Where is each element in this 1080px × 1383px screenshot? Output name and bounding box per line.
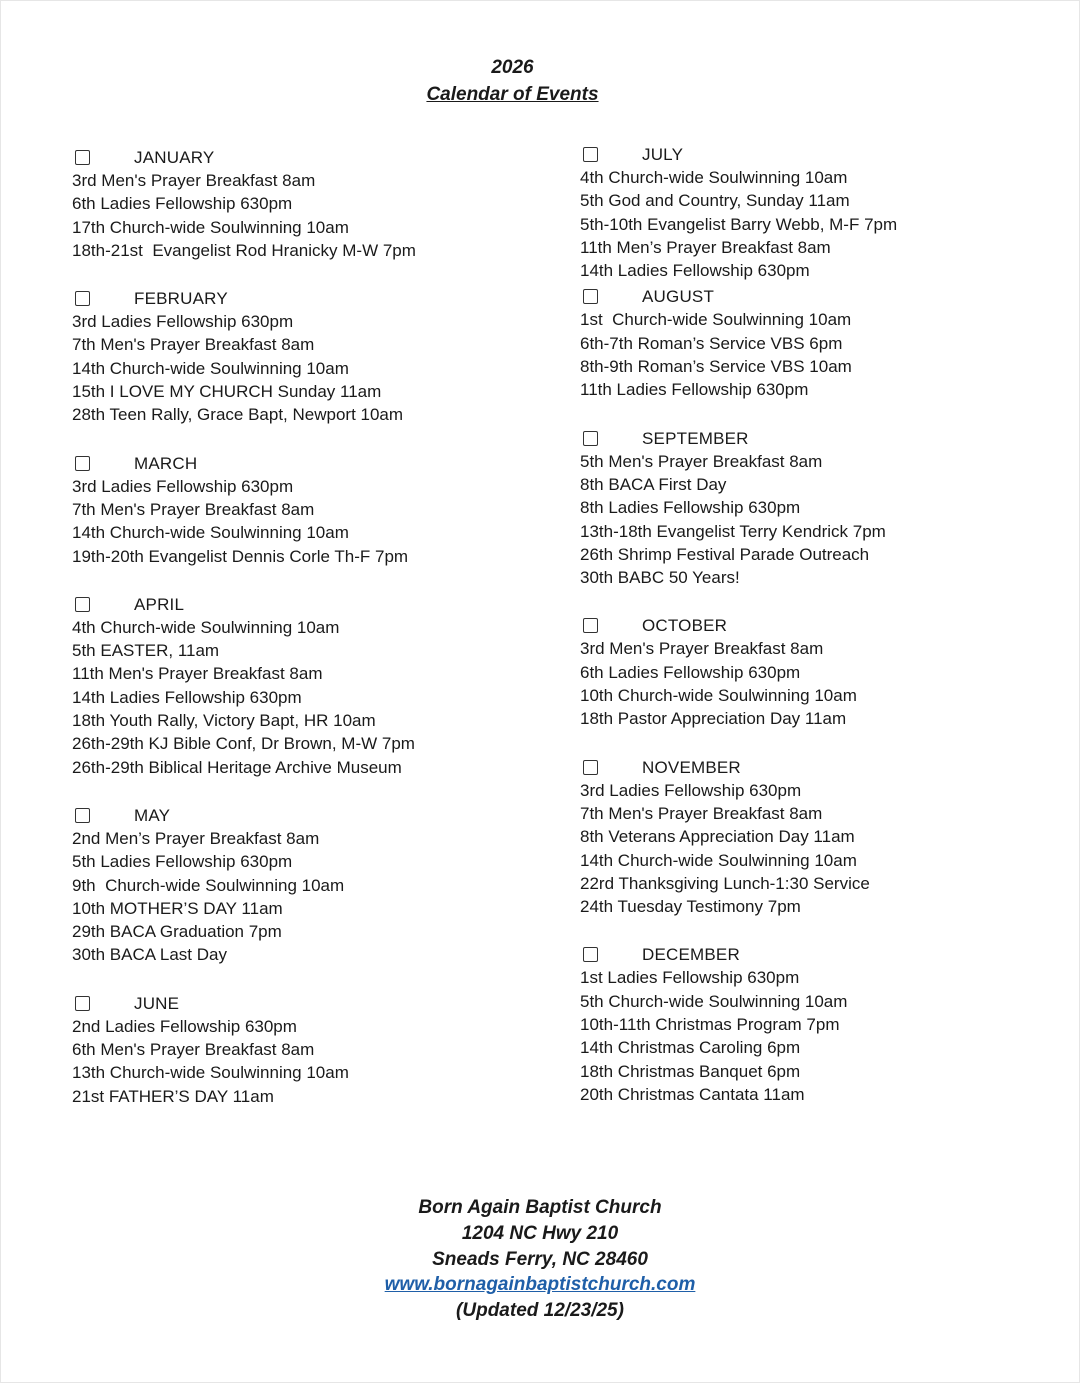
checkbox-icon[interactable] [583,618,598,633]
month-block-september [580,427,1050,590]
event-item: 30th BABC 50 Years! [580,568,740,588]
event-item: 6th Ladies Fellowship 630pm [72,194,293,214]
event-list [72,616,542,779]
event-item: 19th-20th Evangelist Dennis Corle Th-F 7pm [72,546,409,566]
event-item: 21st FATHER’S DAY 11am [72,1086,274,1106]
month-block-december [580,943,1050,1106]
event-item: 10th MOTHER’S DAY 11am [72,898,283,918]
event-item: 10th-11th Christmas Program 7pm [580,1015,840,1035]
checkbox-icon[interactable] [583,760,598,775]
month-block-october [580,614,1050,730]
month-header [580,143,1050,166]
event-item: 1st Ladies Fellowship 630pm [580,968,800,988]
right-column [580,143,1050,1106]
month-name: MARCH [134,453,198,473]
event-item: 18th Youth Rally, Victory Bapt, HR 10am [72,711,376,731]
event-list [580,308,1050,401]
event-item: 14th Ladies Fellowship 630pm [72,687,302,707]
event-item: 8th Ladies Fellowship 630pm [580,498,801,518]
event-item: 8th BACA First Day [580,474,727,494]
event-item: 5th Ladies Fellowship 630pm [72,852,293,872]
month-spacer [72,779,542,804]
month-block-august [580,285,1050,401]
month-block-march [72,452,542,568]
event-item: 3rd Ladies Fellowship 630pm [72,312,294,332]
event-item: 13th Church-wide Soulwinning 10am [72,1063,349,1083]
event-list [72,169,542,262]
event-item: 14th Church-wide Soulwinning 10am [72,523,349,543]
event-item: 5th Men's Prayer Breakfast 8am [580,451,823,471]
event-item: 28th Teen Rally, Grace Bapt, Newport 10am [72,405,404,425]
event-item: 11th Men's Prayer Breakfast 8am [72,664,323,684]
event-item: 6th Men's Prayer Breakfast 8am [72,1040,315,1060]
month-block-june [72,992,542,1108]
event-item: 5th EASTER, 11am [72,641,220,661]
event-list [72,475,542,568]
month-header [580,614,1050,637]
month-name: APRIL [134,594,185,614]
month-header [72,593,542,616]
event-item: 5th-10th Evangelist Barry Webb, M-F 7pm [580,214,898,234]
event-item: 10th Church-wide Soulwinning 10am [580,686,857,706]
event-item: 2nd Men’s Prayer Breakfast 8am [72,828,320,848]
checkbox-icon[interactable] [75,291,90,306]
month-name: DECEMBER [642,945,740,965]
event-item: 11th Men’s Prayer Breakfast 8am [580,237,831,257]
event-item: 30th BACA Last Day [72,945,227,965]
month-header [72,992,542,1015]
calendar-year: 2026 [491,57,534,78]
checkbox-icon[interactable] [75,597,90,612]
month-spacer [580,402,1050,427]
event-item: 24th Tuesday Testimony 7pm [580,897,801,917]
month-header [580,427,1050,450]
checkbox-icon[interactable] [75,996,90,1011]
event-item: 4th Church-wide Soulwinning 10am [72,617,340,637]
event-item: 17th Church-wide Soulwinning 10am [72,217,349,237]
updated-date: (Updated 12/23/25) [456,1300,624,1322]
event-item: 3rd Ladies Fellowship 630pm [580,780,802,800]
event-list [72,827,542,967]
event-item: 3rd Men's Prayer Breakfast 8am [72,171,316,190]
event-item: 3rd Men's Prayer Breakfast 8am [580,639,824,659]
event-item: 14th Ladies Fellowship 630pm [580,261,810,281]
month-header [580,756,1050,779]
month-spacer [580,589,1050,614]
event-item: 8th-9th Roman’s Service VBS 10am [580,357,852,377]
event-item: 2nd Ladies Fellowship 630pm [72,1016,297,1036]
month-name: AUGUST [642,287,715,307]
month-name: FEBRUARY [134,289,228,309]
month-block-july [580,143,1050,282]
church-website-link[interactable]: www.bornagainbaptistchurch.com [384,1274,696,1296]
event-item: 26th Shrimp Festival Parade Outreach [580,544,870,564]
document-header [0,55,1025,109]
church-city: Sneads Ferry, NC 28460 [432,1248,648,1270]
checkbox-icon[interactable] [583,289,598,304]
event-item: 18th Christmas Banquet 6pm [580,1061,801,1081]
month-block-january [72,146,542,262]
event-item: 1st Church-wide Soulwinning 10am [580,310,852,330]
event-item: 14th Church-wide Soulwinning 10am [580,850,857,870]
event-item: 26th-29th KJ Bible Conf, Dr Brown, M-W 7pm [72,734,415,754]
month-header [72,452,542,475]
event-item: 7th Men's Prayer Breakfast 8am [72,499,315,519]
event-item: 11th Ladies Fellowship 630pm [580,380,809,400]
church-footer [0,1195,1080,1324]
event-item: 9th Church-wide Soulwinning 10am [72,875,345,895]
church-name: Born Again Baptist Church [418,1197,662,1218]
month-block-may [72,804,542,967]
event-item: 8th Veterans Appreciation Day 11am [580,827,855,847]
event-list [580,779,1050,919]
month-spacer [72,967,542,992]
month-name: NOVEMBER [642,757,741,777]
checkbox-icon[interactable] [583,947,598,962]
event-item: 5th Church-wide Soulwinning 10am [580,991,848,1011]
month-block-april [72,593,542,779]
month-name: JANUARY [134,148,215,167]
event-item: 18th Pastor Appreciation Day 11am [580,709,847,729]
checkbox-icon[interactable] [583,431,598,446]
checkbox-icon[interactable] [583,147,598,162]
event-item: 3rd Ladies Fellowship 630pm [72,476,294,496]
event-item: 29th BACA Graduation 7pm [72,922,282,942]
left-column [72,146,542,1108]
month-name: SEPTEMBER [642,428,749,448]
month-spacer [72,262,542,287]
month-header [580,943,1050,966]
event-item: 14th Church-wide Soulwinning 10am [72,358,349,378]
event-item: 22rd Thanksgiving Lunch-1:30 Service [580,873,870,893]
event-item: 13th-18th Evangelist Terry Kendrick 7pm [580,521,886,541]
event-item: 20th Christmas Cantata 11am [580,1084,805,1104]
month-block-february [72,287,542,426]
event-item: 14th Christmas Caroling 6pm [580,1038,801,1058]
month-name: MAY [134,805,171,825]
event-list [72,310,542,426]
church-address: 1204 NC Hwy 210 [461,1222,619,1244]
month-header [72,146,542,169]
event-list [580,637,1050,730]
event-item: 6th Ladies Fellowship 630pm [580,662,801,682]
month-header [72,287,542,310]
month-spacer [72,568,542,593]
event-item: 4th Church-wide Soulwinning 10am [580,168,848,187]
checkbox-icon[interactable] [75,150,90,165]
event-item: 26th-29th Biblical Heritage Archive Museum [72,757,402,777]
event-list [580,966,1050,1106]
month-name: JUNE [134,993,180,1013]
event-item: 7th Men's Prayer Breakfast 8am [72,335,315,355]
event-list [580,450,1050,590]
checkbox-icon[interactable] [75,808,90,823]
calendar-title: Calendar of Events [426,84,599,105]
month-header [580,285,1050,308]
event-item: 15th I LOVE MY CHURCH Sunday 11am [72,382,382,402]
event-list [580,166,1050,282]
month-block-november [580,756,1050,919]
event-item: 18th-21st Evangelist Rod Hranicky M-W 7pm [72,240,416,260]
month-spacer [580,731,1050,756]
month-name: JULY [642,145,684,164]
event-item: 5th God and Country, Sunday 11am [580,191,850,211]
month-spacer [72,427,542,452]
month-name: OCTOBER [642,616,728,636]
month-spacer [580,918,1050,943]
checkbox-icon[interactable] [75,456,90,471]
month-header [72,804,542,827]
event-item: 7th Men's Prayer Breakfast 8am [580,803,823,823]
event-list [72,1015,542,1108]
event-item: 6th-7th Roman’s Service VBS 6pm [580,333,843,353]
